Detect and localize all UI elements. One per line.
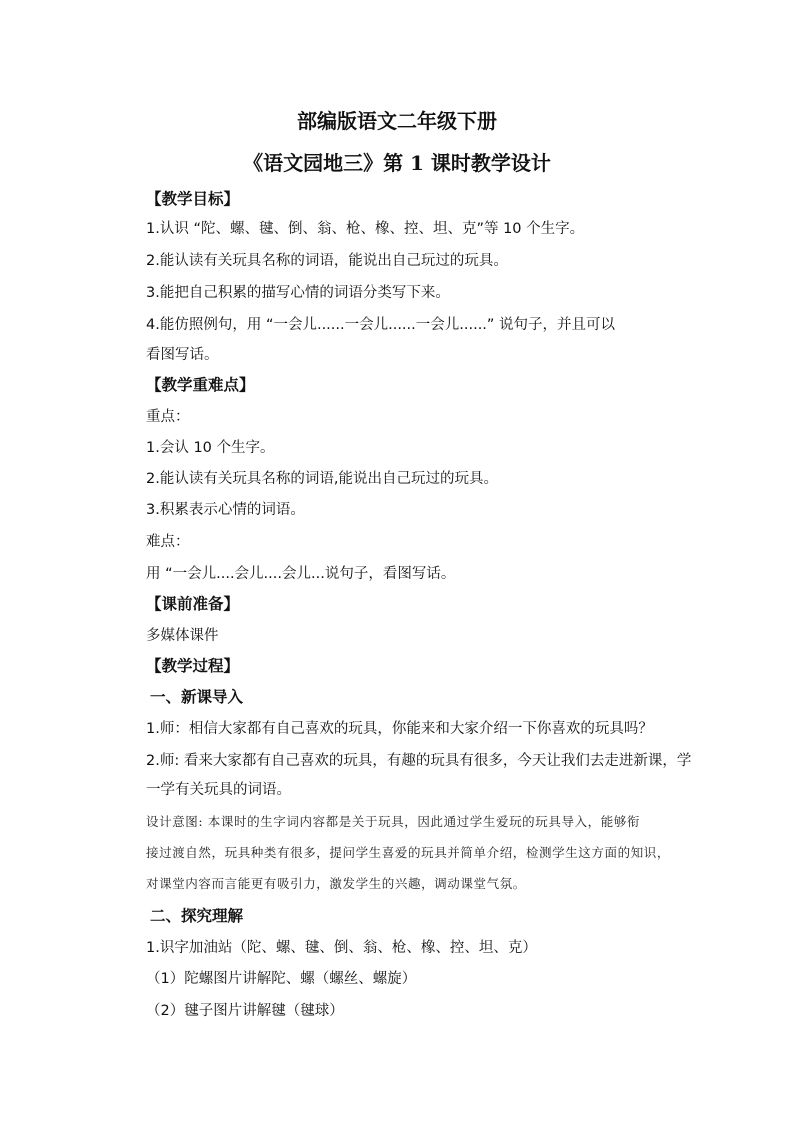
part-heading-explore: 二、探究理解 (150, 907, 244, 925)
document-subtitle: 《语文园地三》第 1 课时教学设计 (243, 151, 551, 175)
goal-item-1: 1.认识 “陀、螺、毽、倒、翁、枪、橡、控、坦、克”等 10 个生字。 (146, 221, 585, 237)
difficulty-label: 难点： (146, 534, 190, 550)
key-point-1: 1.会认 10 个生字。 (146, 440, 275, 456)
explore-substep-1: （1）陀螺图片讲解陀、螺（螺丝、螺旋） (146, 971, 417, 987)
goal-item-2: 2.能认读有关玩具名称的词语，能说出自己玩过的玩具。 (146, 253, 508, 269)
goal-item-4: 4.能仿照例句，用 “一会儿......一会儿......一会儿......” 说句子，并且可以 (146, 317, 616, 333)
design-note-line-3: 对课堂内容而言能更有吸引力，激发学生的兴趣，调动课堂气氛。 (146, 876, 526, 891)
section-heading-process: 【教学过程】 (146, 657, 240, 675)
difficulty-1: 用 “一会儿....会儿....会儿...说句子，看图写话。 (146, 566, 456, 582)
document-title: 部编版语文二年级下册 (297, 109, 497, 133)
goal-item-4-cont: 看图写话。 (146, 347, 219, 363)
key-point-3: 3.积累表示心情的词语。 (146, 502, 305, 518)
preparation-item: 多媒体课件 (146, 628, 219, 644)
intro-step-2-cont: 一学有关玩具的词语。 (146, 782, 291, 798)
design-note-line-1: 设计意图: 本课时的生字词内容都是关于玩具，因此通过学生爱玩的玩具导入，能够衔 (146, 814, 641, 829)
goal-item-3: 3.能把自己积累的描写心情的词语分类写下来。 (146, 285, 450, 301)
intro-step-2: 2.师: 看来大家都有自己喜欢的玩具，有趣的玩具有很多，今天让我们去走进新课，学 (146, 753, 692, 769)
section-heading-key-points: 【教学重难点】 (146, 376, 255, 394)
key-point-2: 2.能认读有关玩具名称的词语,能说出自己玩过的玩具。 (146, 471, 498, 487)
key-points-label: 重点： (146, 409, 190, 425)
section-heading-preparation: 【课前准备】 (146, 595, 240, 613)
intro-step-1: 1.师：相信大家都有自己喜欢的玩具，你能来和大家介绍一下你喜欢的玩具吗？ (146, 721, 653, 737)
explore-substep-2: （2）毽子图片讲解毽（毽球） (146, 1003, 344, 1019)
section-heading-goals: 【教学目标】 (146, 190, 240, 208)
design-note-line-2: 接过渡自然，玩具种类有很多，提问学生喜爱的玩具并简单介绍，检测学生这方面的知识， (146, 845, 671, 860)
part-heading-intro: 一、新课导入 (150, 688, 244, 706)
explore-step-1: 1.识字加油站（陀、螺、毽、倒、翁、枪、橡、控、坦、克） (146, 940, 537, 956)
